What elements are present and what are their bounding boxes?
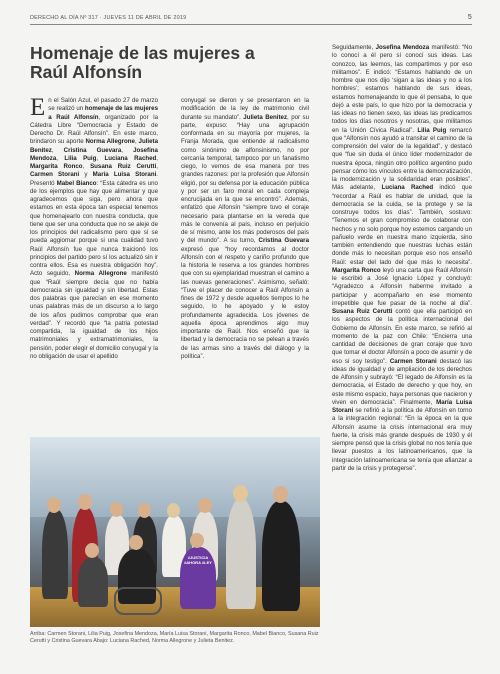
column-1-text: En el Salón Azul, el pasado 27 de marzo se realizó un homenaje de las mujeres a Raúl Alfonsín, organizado por la Cátedra Libre “Democracia y Estado de Derecho Dr. Raúl Alfonsín”. En este marco, brindaron su aporte Norma Allegrone, Julieta Benitez, Cristina Guevara, Josefina Mendoza, Lilia Puig, Luciana Rached, Margarita Ronco, Susana Ruiz Cerutti, Carmen Storani y María Luisa Storani. Presentó Mabel Bianco: “Esta cátedra es uno de los ejemplos que hay que alimentar y que agradecemos que siga, pero ahora que estamos en esta época tan especial tenemos que homenajearlo con nuestra conducta, que tiene que ser una conducta que no se aleje de los principios del radicalismo pero que sí se pueda aggiornar porque si una cualidad tuvo Raúl Alfonsín fue que nunca traicionó los principios del partido pero sí los actualizó sin ir contra ellos. Esa es nuestra obligación hoy”. Acto seguido, Norma Allegrone manifestó que “Raúl siempre decía que no había democracia sin igualdad y sin libertad. Estas dos palabras que parecían en ese momento unas palabras más de un discurso a lo largo de los años pudimos comprobar que eran verdad”. Y recordó que “la patria potestad compartida, la igualdad de los hijos matrimoniales y extramatrimoniales, la pensión, poder elegir el domicilio conyugal y la no obligación de usar el apellido: [30, 94, 159, 360]
page-header: [30, 14, 472, 25]
person-head: [85, 543, 99, 558]
person-head: [198, 498, 212, 513]
sign-text: #JUSTICIA #AHORA #LEY: [184, 555, 212, 565]
column-2-text: conyugal se dieron y se presentaron en la modificación de la ley de matrimonio civil durante su mandato”. Julieta Benitez, por su parte, expuso: “Hay una agrupación conformada en su mayoría por mujeres, la Franja Morada, que entiende al radicalismo como sinónimo de alfonsinismo, no por cercanía temporal, tampoco por un fanatismo ciego, lo vemos de esa manera por tres grandes razones: por la profesión que Alfonsín eligió, por su defensa por la educación pública y por ser un faro moral en cada compleja encrucijada en la que se encontró”. Además, enfatizó que Alfonsín “siempre tuvo el coraje necesario para plantarse en la vereda que más le convenía al país, incluso en perjuicio de sí mismo, ante los más poderosos del país y del mundo”. A su turno, Cristina Guevara expresó que “hoy recordamos al doctor Alfonsín con el respeto y cariño profundo que la historia le reserva a los grandes hombres que con su ejemplaridad muestran el camino a las nuevas generaciones”. Asimismo, señaló: “Tuve el placer de conocer a Raúl Alfonsín a fines de 1972 y desde aquellos tiempos lo he seguido, lo he apoyado y le estoy profundamente agradecida. Los jóvenes de aquella época aprendimos algo muy importante de Raúl. Nos enseñó que la libertad y la democracia no se pelean a través de las armas sino a través del diálogo y la política”.: [181, 97, 310, 360]
person-head: [138, 503, 151, 518]
person-head: [190, 533, 204, 548]
person: [78, 557, 108, 607]
person-head: [78, 494, 92, 510]
person: [226, 499, 256, 609]
article-title: Homenaje de las mujeres a Raúl Alfonsín: [30, 43, 255, 82]
article-column-2: [181, 97, 309, 361]
person-head: [273, 486, 288, 503]
page-number: 5: [467, 14, 472, 21]
person: [262, 501, 300, 611]
wheelchair: [114, 587, 162, 615]
person-head: [233, 485, 248, 502]
article-column-1: [30, 94, 159, 361]
person: [42, 509, 68, 599]
photo-caption: Arriba: Carmen Storani, Lilia Puig, Josefina Mendoza, María Luisa Storani, Margarita Ronco, Mabel Bianco, Susana Ruiz Cerutti y Cristina Guevara Abajo: Luciana Rached, Norma Allegrone y Julieta Benitez.: [30, 631, 319, 644]
column-3-text: Seguidamente, Josefina Mendoza manifestó: “No lo conocí a él pero sí conocí sus ideas. Las conozco, las leemos, las compartimos y por eso militamos”. E indicó: “Estamos hablando de un hombre que nos dijo ‘sigan a las ideas y no a los hombres’; estamos hablando de sus ideas, estamos homenajeando lo que él pensaba, lo que dejó a este país, lo que hizo por la democracia y las ideas no tienen sexo, las ideas las predicamos todos los días nosotros y nosotras, que militamos en la Unión Cívica Radical”. Lilia Puig remarcó que “Alfonsín nos ayudó a transitar el camino de la comprensión del valor de la legalidad”, y destacó que “fue sin duda el único líder modernizador de nuestra época, ningún otro político argentino pudo pensar cómo los vínculos entre la democratización, la modernización y la solidaridad eran posibles”. Más adelante, Luciana Rached indicó que “recordar a Raúl es hablar de unidad, que la democracia se la cuida, se la protege y se la construye todos los días”. También, sostuvo: “Tenemos el gran compromiso de colaborar con hechos y no solo porque hoy estemos cargando un pañuelo verde en nuestra mano izquierda, sino también entendiendo que nuestras luchas están donde más lo necesitan porque eso nos enseñó Raúl: estar del lado del que más lo necesita”. Margarita Ronco leyó una carta que Raúl Alfonsín le escribió a José Ignacio López y concluyó: “Agradezco a Alfonsín haberme invitado a participar y acompañarlo en ese momento irrepetible que fue pasar de la noche al día”. Susana Ruiz Cerutti contó que ella participó en los aspectos de la política internacional del Gobierno de Alfonsín. En este marco, se refirió al momento de la paz con Chile: “Encierra una cantidad de decisiones de gran coraje que tuvo que tomar el doctor Alfonsín a poco de asumir y de eso sí soy testigo”. Carmen Storani destacó las ideas de igualdad y de ampliación de los derechos de Alfonsín y subrayó: “El legado de Alfonsín es la democracia, el Estado de derecho y que hoy, en este mismo espacio, haya personas que nacieron y viven en democracia”. Finalmente, María Luisa Storani se refirió a la política de Alfonsín en torno a la integración regional: “En la época en la que Alfonsín asume la crisis internacional era muy fuerte, la crisis más grande después de 1930 y él siempre pensó que la crisis global no nos tenía que llevar puestos a los latinoamericanos, que la integración latinoamericana se tenía que afianzar a partir de la crisis y protegerse”.: [332, 44, 473, 472]
person-head: [167, 503, 180, 518]
person-head: [110, 502, 123, 517]
person-head: [47, 497, 61, 513]
header-publication: DERECHO AL DÍA Nº 317 · JUEVES 11 DE ABRIL DE 2019: [30, 15, 187, 21]
person-head: [129, 535, 143, 550]
drop-cap: E: [30, 94, 46, 121]
group-photo: [30, 437, 320, 627]
article-column-3: [332, 44, 472, 473]
